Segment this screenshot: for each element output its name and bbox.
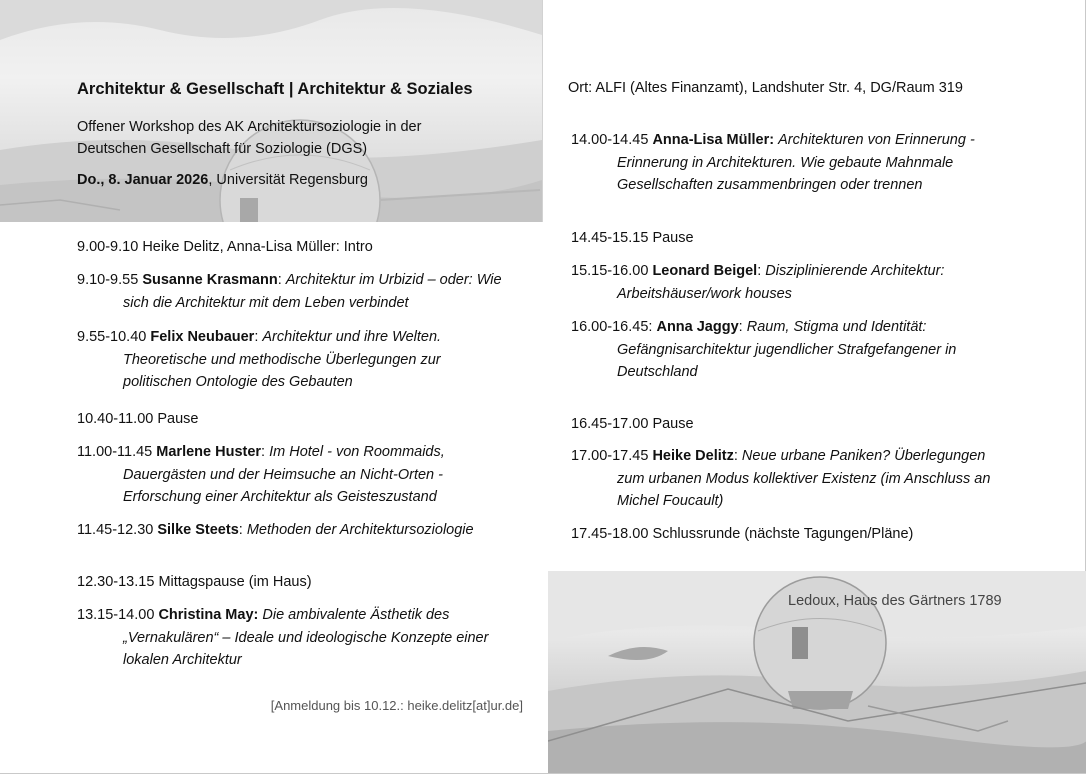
session-label: Pause (652, 416, 694, 432)
program-entry-line (571, 445, 1031, 468)
program-entry-line (77, 604, 537, 627)
program-entry (571, 413, 1031, 436)
talk-title-continuation: Dauergästen und der Heimsuche an Nicht-Orten - (123, 466, 443, 483)
program-entry (571, 260, 1031, 305)
program-entry (77, 236, 537, 259)
program-entry-line (77, 236, 537, 259)
program-entry (77, 269, 537, 314)
speaker-separator: : (738, 319, 747, 335)
talk-title: Raum, Stigma und Identität: (746, 319, 927, 335)
speaker-separator: : (261, 444, 270, 460)
session-label: Heike Delitz, Anna-Lisa Müller: Intro (142, 239, 373, 255)
talk-title-continuation: lokalen Architektur (123, 652, 242, 668)
program-entry-line (77, 269, 537, 292)
time-slot: 10.40-11.00 (77, 411, 154, 427)
speaker-name: Marlene Huster (156, 444, 262, 460)
time-slot: 14.45-15.15 (571, 230, 649, 246)
talk-title-continuation: Gefängnisarchitektur jugendlicher Strafgefangener in (617, 341, 957, 358)
program-entry (77, 408, 537, 431)
time-slot: 12.30-13.15 (77, 574, 155, 590)
talk-title-continuation: Arbeitshäuser/work houses (617, 285, 792, 302)
subtitle-line: Deutschen Gesellschaft für Soziologie (DGS) (77, 141, 368, 157)
program-entry (571, 227, 1031, 250)
registration-note: [Anmeldung bis 10.12.: heike.delitz[at]ur.de] (270, 698, 523, 713)
speaker-name: Silke Steets (157, 522, 239, 538)
header-landscape-sketch (0, 0, 542, 222)
program-entry (77, 571, 537, 594)
time-slot: 13.15-14.00 (77, 607, 155, 623)
time-slot: 9.00-9.10 (77, 239, 139, 255)
time-slot: 9.10-9.55 (77, 272, 139, 288)
time-slot: 11.00-11.45 (77, 444, 153, 460)
program-entry (77, 519, 537, 542)
talk-title: Architektur im Urbizid – oder: Wie (285, 272, 502, 288)
speaker-name: Anna Jaggy (656, 319, 739, 335)
program-entry-line (77, 571, 537, 594)
speaker-separator: : (733, 448, 742, 464)
talk-title-continuation: Erinnerung in Architekturen. Wie gebaute Mahnmale (617, 154, 954, 171)
program-entry-line (77, 441, 537, 464)
speaker-separator: : (277, 272, 286, 288)
program-entry-line (571, 413, 1031, 436)
program-entry-line (571, 129, 1031, 152)
time-slot: 16.00-16.45: (571, 319, 653, 335)
session-label: Pause (652, 230, 694, 246)
program-entry-line (571, 260, 1031, 283)
program-entry (571, 445, 1031, 513)
talk-title-continuation: politischen Ontologie des Gebauten (123, 374, 353, 390)
talk-title: Im Hotel - von Roommaids, (269, 444, 445, 460)
program-entry-line (571, 227, 1031, 250)
talk-title-continuation: sich die Architektur mit dem Leben verbindet (123, 294, 409, 311)
speaker-separator: : (254, 329, 263, 345)
talk-title-continuation: Gesellschaften zusammenbringen oder trennen (617, 177, 923, 193)
session-label: Pause (157, 411, 199, 427)
talk-title-continuation: Michel Foucault) (617, 493, 724, 509)
time-slot: 15.15-16.00 (571, 263, 649, 279)
talk-title-continuation: Deutschland (617, 364, 698, 380)
speaker-separator: : (238, 522, 247, 538)
speaker-name: Leonard Beigel (652, 263, 758, 279)
program-entry (571, 316, 1031, 384)
speaker-name: Felix Neubauer (150, 329, 255, 345)
speaker-name: Susanne Krasmann (142, 272, 278, 288)
speaker-name: Christina May: (158, 607, 259, 623)
session-label: Schlussrunde (nächste Tagungen/Pläne) (652, 526, 914, 542)
time-slot: 17.45-18.00 (571, 526, 649, 542)
time-slot: 14.00-14.45 (571, 132, 649, 148)
speaker-name: Anna-Lisa Müller: (652, 132, 775, 148)
program-entry-line (571, 523, 1031, 546)
illustration-caption: Ledoux, Haus des Gärtners 1789 (788, 593, 1002, 609)
speaker-name: Heike Delitz (652, 448, 734, 464)
venue: Ort: ALFI (Altes Finanzamt), Landshuter Str. 4, DG/Raum 319 (568, 80, 963, 96)
talk-title-continuation: „Vernakulären“ – Ideale und ideologische Konzepte einer (123, 629, 489, 646)
program-entry (77, 604, 537, 672)
time-slot: 11.45-12.30 (77, 522, 154, 538)
talk-title: Die ambivalente Ästhetik des (262, 607, 450, 623)
talk-title-continuation: Theoretische und methodische Überlegungen zur (123, 351, 441, 368)
talk-title-continuation: Erforschung einer Architektur als Geisteszustand (123, 489, 437, 505)
column-divider (542, 0, 543, 222)
talk-title-continuation: zum urbanen Modus kollektiver Existenz (im Anschluss an (617, 470, 991, 487)
speaker-separator: : (757, 263, 766, 279)
talk-title: Neue urbane Paniken? Überlegungen (741, 448, 986, 464)
page-title: Architektur & Gesellschaft | Architektur & Soziales (77, 80, 473, 98)
talk-title: Architektur und ihre Welten. (262, 329, 442, 345)
program-entry (571, 129, 1031, 197)
program-entry-line (77, 326, 537, 349)
event-date: Do., 8. Januar 2026 (77, 172, 209, 188)
program-entry (77, 326, 537, 394)
time-slot: 9.55-10.40 (77, 329, 147, 345)
event-location: , Universität Regensburg (208, 172, 368, 188)
session-label: Mittagspause (im Haus) (158, 574, 312, 590)
program-entry-line (77, 519, 537, 542)
subtitle (77, 116, 497, 160)
time-slot: 17.00-17.45 (571, 448, 649, 464)
talk-title: Methoden der Architektursoziologie (246, 522, 474, 538)
subtitle-line: Offener Workshop des AK Architektursoziologie in der (77, 119, 422, 135)
event-date-line (77, 172, 368, 188)
program-entry (571, 523, 1031, 546)
time-slot: 16.45-17.00 (571, 416, 649, 432)
program-entry-line (571, 316, 1031, 339)
talk-title: Architekturen von Erinnerung - (778, 132, 975, 148)
program-entry (77, 441, 537, 509)
header-engraving (0, 0, 542, 222)
program-entry-line (77, 408, 537, 431)
talk-title: Disziplinierende Architektur: (765, 263, 945, 279)
